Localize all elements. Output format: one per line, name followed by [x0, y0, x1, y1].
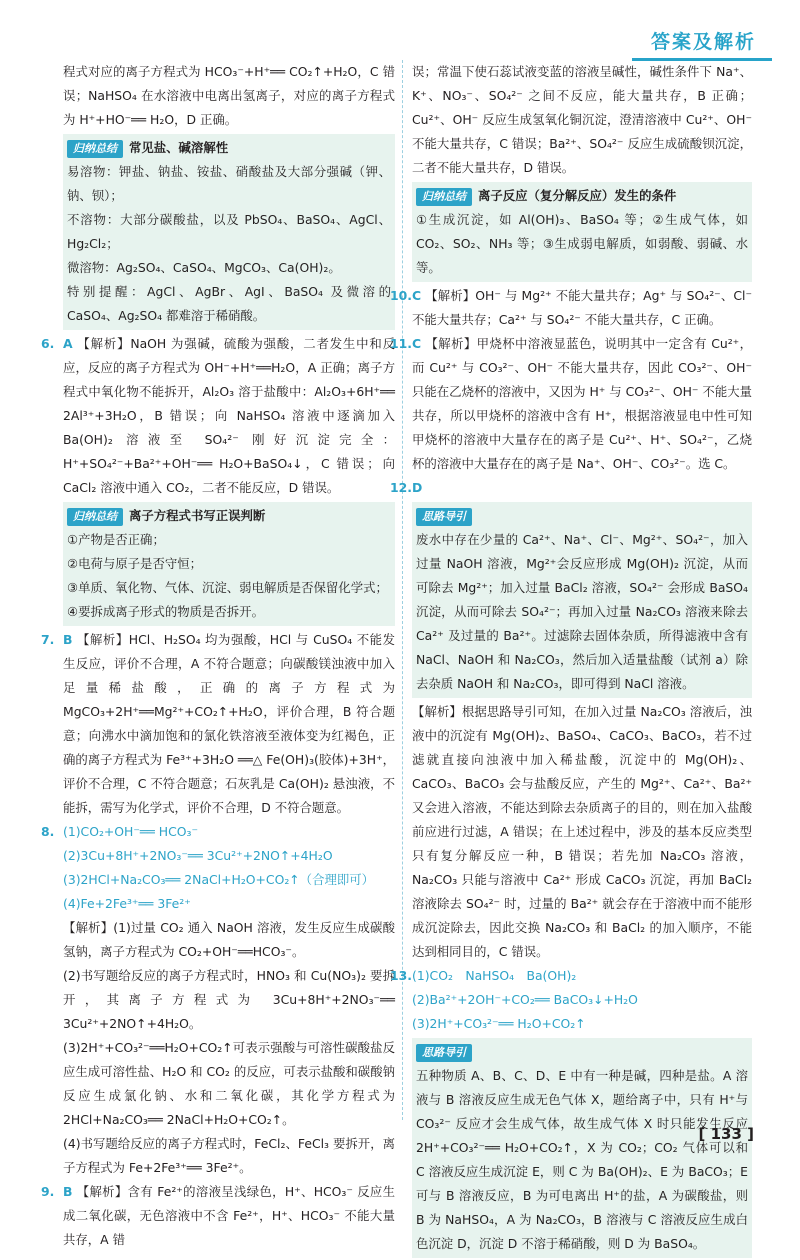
box-title: 离子方程式书写正误判断 [129, 508, 266, 523]
summary-box [63, 134, 395, 330]
box-tag: 思路导引 [416, 508, 472, 526]
answer-line: (2)3Cu+8H⁺+2NO₃⁻══ 3Cu²⁺+2NO↑+4H₂O [63, 848, 333, 863]
answer-item [390, 332, 752, 476]
box-line: 易溶物：钾盐、钠盐、铵盐、硝酸盐及大部分强碱（钾、钠、钡）； [67, 164, 391, 203]
item-number: 11. [390, 336, 412, 351]
paragraph: (4)书写题给反应的离子方程式时，FeCl₂、FeCl₃ 要拆开，离子方程式为 Fe+2Fe³⁺══ 3Fe²⁺。 [63, 1136, 395, 1175]
answer-letter: C [412, 336, 422, 351]
box-line: 废水中存在少量的 Ca²⁺、Na⁺、Cl⁻、Mg²⁺、SO₄²⁻，加入过量 NaOH 溶液，Mg²⁺会反应形成 Mg(OH)₂ 沉淀，从而可除去 Mg²⁺；加入过量 BaCl₂ 溶液，SO₄²⁻ 会形成 BaSO₄ 沉淀，从而可除去 SO₄²⁻；再加入过量 Na₂CO₃ 溶液来除去 Ca²⁺ 及过量的 Ba²⁺。过滤除去固体杂质，所得滤液中含有 NaCl、NaOH 和 Na₂CO₃，然后加入适量盐酸（试剂 a）除去杂质 NaOH 和 Na₂CO₃，即可得到 NaCl 溶液。 [416, 532, 748, 691]
answer-line: (2)Ba²⁺+2OH⁻+CO₂══ BaCO₃↓+H₂O [412, 992, 638, 1007]
answer-letter: D [412, 480, 423, 495]
answer-item [41, 332, 395, 500]
item-number: 7. [41, 632, 55, 647]
answer-letter: C [412, 288, 422, 303]
item-text: 【解析】NaOH 为强碱，硫酸为强酸，二者发生中和反应，反应的离子方程式为 OH⁻+H⁺══H₂O，A 正确；离子方程式中氧化物不能拆开，Al₂O₃ 溶于盐酸中：Al₂O₃+6H⁺══ 2Al³⁺+3H₂O，B 错误；向 NaHSO₄ 溶液中逐滴加入 Ba(OH)₂ 溶液至 SO₄²⁻ 刚好沉淀完全：H⁺+SO₄²⁻+Ba²⁺+OH⁻══ H₂O+BaSO₄↓，C 错误；向 CaCl₂ 溶液中通入 CO₂，二者不能反应，D 错误。 [63, 336, 395, 495]
paragraph: (2)书写题给反应的离子方程式时，HNO₃ 和 Cu(NO₃)₂ 要拆开，其离子方程式为 3Cu+8H⁺+2NO₃⁻══ 3Cu²⁺+2NO↑+4H₂O。 [63, 968, 395, 1031]
box-title: 常见盐、碱溶解性 [129, 140, 229, 155]
box-title: 离子反应（复分解反应）发生的条件 [478, 188, 677, 203]
box-line: 微溶物：Ag₂SO₄、CaSO₄、MgCO₃、Ca(OH)₂。 [67, 260, 341, 275]
answer-item [41, 1180, 395, 1252]
summary-box [63, 502, 395, 626]
box-line: ①产物是否正确； [67, 532, 165, 547]
item-text: 【解析】含有 Fe²⁺的溶液呈浅绿色，H⁺、HCO₃⁻ 反应生成二氧化碳，无色溶液中不含 Fe²⁺，H⁺、HCO₃⁻ 不能大量共存，A 错 [63, 1184, 395, 1247]
item-text: (1)CO₂+OH⁻══ HCO₃⁻ [63, 824, 199, 839]
section-title: 答案及解析 [650, 31, 756, 53]
answer-letter: A [63, 336, 73, 351]
answer-item [41, 820, 395, 844]
item-number: 12. [390, 480, 412, 495]
page-number: [ 133 ] [698, 1125, 754, 1143]
box-line: ②电荷与原子是否守恒； [67, 556, 203, 571]
right-column [390, 60, 752, 1260]
box-tag: 归纳总结 [67, 508, 123, 526]
item-text: (1)CO₂ NaHSO₄ Ba(OH)₂ [412, 968, 577, 983]
box-line: 五种物质 A、B、C、D、E 中有一种是碱，四种是盐。A 溶液与 B 溶液反应生成无色气体 X，题给离子中，只有 H⁺与 CO₃²⁻ 反应才会生成气体，故生成气体 X 时只能发生反应 2H⁺+CO₃²⁻══ H₂O+CO₂↑，X 为 CO₂；CO₂ 气体可以和 C 溶液反应生成沉淀 E，则 C 为 Ba(OH)₂、E 为 BaCO₃；E 可与 B 溶液反应，B 为可电离出 H⁺的盐，A 为碳酸盐，则 B 为 NaHSO₄，A 为 Na₂CO₃，B 溶液与 C 溶液反应生成白色沉淀 D，沉淀 D 不溶于稀硝酸，则 D 为 BaSO₄。 [416, 1068, 748, 1251]
answer-item [390, 284, 752, 332]
column-divider [402, 60, 403, 1120]
answer-line: (3)2HCl+Na₂CO₃══ 2NaCl+H₂O+CO₂↑（合理即可） [63, 872, 375, 887]
answer-line: (3)2H⁺+CO₃²⁻══ H₂O+CO₂↑ [412, 1016, 586, 1031]
item-text: 【解析】甲烧杯中溶液显蓝色，说明其中一定含有 Cu²⁺，而 Cu²⁺ 与 CO₃²⁻、OH⁻ 不能大量共存，因此 CO₃²⁻、OH⁻ 只能在乙烧杯的溶液中，又因为 H⁺ 与 CO₃²⁻、OH⁻ 不能大量共存，所以甲烧杯的溶液中含有 H⁺，根据溶液显电中性可知甲烧杯的溶液中大量存在的离子是 Cu²⁺、H⁺、SO₄²⁻，乙烧杯的溶液中大量存在的离子是 Na⁺、OH⁻、CO₃²⁻。选 C。 [412, 336, 752, 471]
answer-item [390, 476, 752, 500]
answer-line: (4)Fe+2Fe³⁺══ 3Fe²⁺ [63, 896, 191, 911]
box-tag: 归纳总结 [416, 188, 472, 206]
summary-box [412, 502, 752, 698]
box-line: ③单质、氧化物、气体、沉淀、弱电解质是否保留化学式； [67, 580, 388, 595]
summary-box [412, 1038, 752, 1258]
box-line: 不溶物：大部分碳酸盐，以及 PbSO₄、BaSO₄、AgCl、Hg₂Cl₂； [67, 212, 391, 251]
answer-letter: B [63, 1184, 73, 1199]
answer-item [390, 964, 752, 988]
paragraph: 【解析】(1)过量 CO₂ 通入 NaOH 溶液，发生反应生成碳酸氢钠，离子方程式为 CO₂+OH⁻══HCO₃⁻。 [63, 920, 395, 959]
paragraph: (3)2H⁺+CO₃²⁻══H₂O+CO₂↑可表示强酸与可溶性碳酸盐反应生成可溶性盐、H₂O 和 CO₂ 的反应，可表示盐酸和碳酸钠反应生成氯化钠、水和二氧化碳，其化学方程式为 2HCl+Na₂CO₃══ 2NaCl+H₂O+CO₂↑。 [63, 1040, 395, 1127]
box-tag: 思路导引 [416, 1044, 472, 1062]
left-column [41, 60, 396, 1252]
item-text: 【解析】HCl、H₂SO₄ 均为强酸，HCl 与 CuSO₄ 不能发生反应，评价不合理，A 不符合题意；向碳酸镁浊液中加入足量稀盐酸，正确的离子方程式为 MgCO₃+2H⁺══Mg²⁺+CO₂↑+H₂O，评价合理，B 符合题意；向沸水中滴加饱和的氯化铁溶液至液体变为红褐色，正确的离子方程式为 Fe³⁺+3H₂O ══△ Fe(OH)₃(胶体)+3H⁺，评价不合理，C 不符合题意；石灰乳是 Ca(OH)₂ 悬浊液，不能拆，需写为化学式，评价不合理，D 不符合题意。 [63, 632, 396, 815]
answer-item [41, 628, 396, 820]
item-number: 6. [41, 336, 55, 351]
summary-box [412, 182, 752, 282]
item-text: 【解析】OH⁻ 与 Mg²⁺ 不能大量共存；Ag⁺ 与 SO₄²⁻、Cl⁻ 不能大量共存；Ca²⁺ 与 SO₄²⁻ 不能大量共存，C 正确。 [412, 288, 752, 327]
answer-letter: B [63, 632, 73, 647]
paragraph: 【解析】根据思路导引可知，在加入过量 Na₂CO₃ 溶液后，浊液中的沉淀有 Mg(OH)₂、BaSO₄、CaCO₃、BaCO₃，若不过滤就直接向浊液中加入稀盐酸，沉淀中的 Mg(OH)₂、CaCO₃、BaCO₃ 会与盐酸反应，产生的 Mg²⁺、Ca²⁺、Ba²⁺ 又会进入溶液，不能达到除去杂质离子的目的，则在加入盐酸前应进行过滤，A 错误；在上述过程中，涉及的基本反应类型只有复分解反应一种，B 错误；若先加 Na₂CO₃ 溶液，Na₂CO₃ 只能与溶液中 Ca²⁺ 形成 CaCO₃ 沉淀，再加 BaCl₂ 溶液除去 SO₄²⁻ 时，过量的 Ba²⁺ 就会存在于溶液中而不能形成沉淀除去，因此交换 Na₂CO₃ 和 BaCl₂ 的加入顺序，不能达到相同目的，C 错误。 [412, 704, 752, 959]
paragraph: 程式对应的离子方程式为 HCO₃⁻+H⁺══ CO₂↑+H₂O，C 错误；NaHSO₄ 在水溶液中电离出氢离子，对应的离子方程式为 H⁺+HO⁻══ H₂O，D 正确。 [63, 64, 395, 127]
paragraph: 误；常温下使石蕊试液变蓝的溶液呈碱性，碱性条件下 Na⁺、K⁺、NO₃⁻、SO₄²⁻ 之间不反应，能大量共存，B 正确；Cu²⁺、OH⁻ 反应生成氢氧化铜沉淀，澄清溶液中 Cu²⁺、OH⁻ 不能大量共存，C 错误；Ba²⁺、SO₄²⁻ 反应生成硫酸钡沉淀，二者不能大量共存，D 错误。 [412, 64, 752, 175]
item-number: 8. [41, 824, 55, 839]
box-line: ④要拆成离子形式的物质是否拆开。 [67, 604, 264, 619]
item-number: 13. [390, 968, 412, 983]
item-number: 10. [390, 288, 412, 303]
item-number: 9. [41, 1184, 55, 1199]
box-line: 特别提醒：AgCl、AgBr、AgI、BaSO₄ 及微溶的 CaSO₄、Ag₂SO₄ 都难溶于稀硝酸。 [67, 284, 391, 323]
box-tag: 归纳总结 [67, 140, 123, 158]
box-line: ①生成沉淀，如 Al(OH)₃、BaSO₄ 等；②生成气体，如 CO₂、SO₂、NH₃ 等；③生成弱电解质，如弱酸、弱碱、水等。 [416, 212, 748, 275]
